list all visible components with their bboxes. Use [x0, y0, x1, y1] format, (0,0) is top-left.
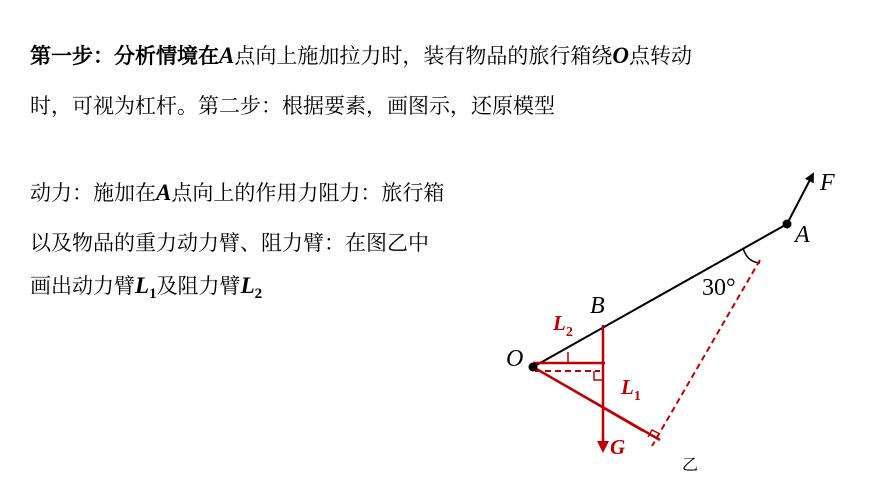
- force-point-a: A: [156, 180, 172, 205]
- figure-caption: 乙: [682, 455, 699, 474]
- intro-text-b: 点转动: [628, 44, 692, 68]
- label-a: A: [795, 222, 810, 248]
- label-l2: $L_2$: [553, 311, 573, 340]
- lever-line: [533, 224, 787, 367]
- force-line-2: 以及物品的重力动力臂、阻力臂：在图乙中: [30, 231, 429, 255]
- label-b: B: [590, 293, 605, 319]
- l2-subscript: 2: [254, 286, 263, 302]
- point-o-dot: [529, 363, 538, 372]
- arm-text-mid: 及阻力臂: [156, 274, 241, 298]
- force-text-post: 点向上的作用力阻力：旅行箱: [171, 181, 445, 205]
- point-a-dot: [783, 220, 792, 229]
- point-o-ref: O: [612, 43, 629, 68]
- point-a-ref: A: [219, 43, 235, 68]
- label-l1: $L_1$: [621, 375, 641, 404]
- force-text-pre: 动力：施加在: [30, 181, 156, 205]
- angle-arc: [743, 248, 760, 263]
- force-f-arrow: [787, 174, 813, 224]
- l2-letter: L: [240, 273, 255, 298]
- label-angle: 30°: [702, 275, 736, 301]
- label-g: G: [610, 435, 626, 459]
- step-one-heading: 第一步：分析情境在: [30, 44, 219, 68]
- l1-letter: L: [135, 273, 150, 298]
- label-o: O: [506, 346, 524, 372]
- intro-line-2: 时，可视为杠杆。第二步：根据要素，画图示，还原模型: [30, 94, 555, 118]
- l1-subscript: 1: [149, 286, 157, 302]
- arm-text-pre: 画出动力臂: [30, 274, 135, 298]
- intro-text-a: 点向上施加拉力时，装有物品的旅行箱绕: [234, 44, 613, 68]
- label-f: F: [820, 170, 835, 196]
